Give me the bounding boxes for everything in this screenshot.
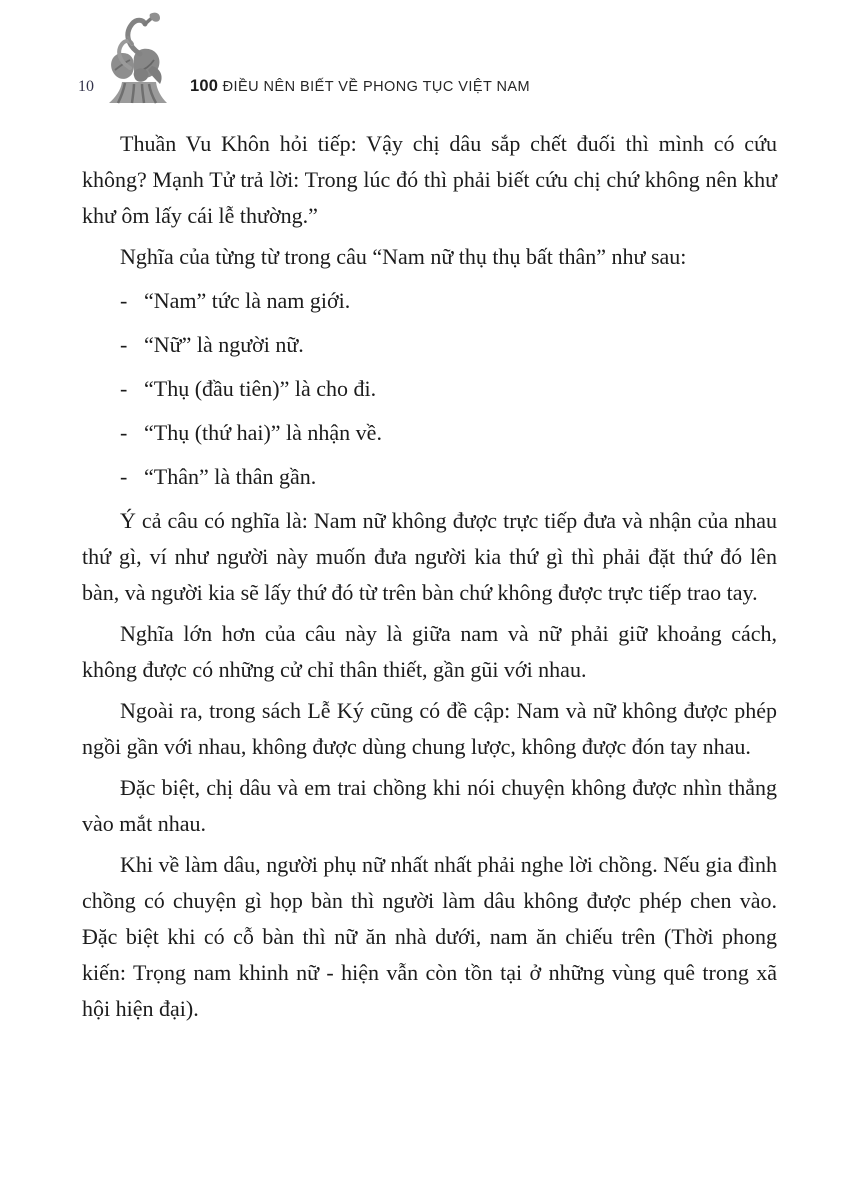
list-item-text: “Thân” là thân gần. xyxy=(144,464,317,489)
dash-marker: - xyxy=(120,420,128,445)
dash-marker: - xyxy=(120,464,128,489)
dash-marker: - xyxy=(120,332,128,357)
page-header xyxy=(0,0,857,110)
list-item xyxy=(82,327,777,363)
book-title-text: ĐIỀU NÊN BIẾT VỀ PHONG TỤC VIỆT NAM xyxy=(218,79,531,95)
book-title-number: 100 xyxy=(190,77,219,95)
dash-marker: - xyxy=(120,376,128,401)
paragraph: Thuần Vu Khôn hỏi tiếp: Vậy chị dâu sắp chết đuối thì mình có cứu không? Mạnh Tử trả lời: Trong lúc đó thì phải biết cứu chị chứ không nên khư khư ôm lấy cái lễ thường.” xyxy=(82,131,777,228)
paragraph: Nghĩa của từng từ trong câu “Nam nữ thụ thụ bất thân” như sau: xyxy=(120,244,687,269)
list-item-text: “Thụ (đầu tiên)” là cho đi. xyxy=(144,376,377,401)
paragraph: Khi về làm dâu, người phụ nữ nhất nhất phải nghe lời chồng. Nếu gia đình chồng có chuyện gì họp bàn thì người làm dâu không được phép chen vào. Đặc biệt khi có cỗ bàn thì nữ ăn nhà dưới, nam ăn chiếu trên (Thời phong kiến: Trọng nam khinh nữ - hiện vẫn còn tồn tại ở những vùng quê trong xã hội hiện đại). xyxy=(82,852,777,1021)
crane-statue-logo-icon xyxy=(98,10,178,106)
paragraph: Ý cả câu có nghĩa là: Nam nữ không được trực tiếp đưa và nhận của nhau thứ gì, ví như người này muốn đưa người kia thứ gì thì phải đặt thứ đó lên bàn, và người kia sẽ lấy thứ đó từ trên bàn chứ không được trực tiếp trao tay. xyxy=(82,508,777,605)
paragraph: Ngoài ra, trong sách Lễ Ký cũng có đề cập: Nam và nữ không được phép ngồi gần với nhau, không được dùng chung lược, không được đón tay nhau. xyxy=(82,698,777,759)
dash-marker: - xyxy=(120,288,128,313)
book-title xyxy=(190,77,530,96)
paragraph: Nghĩa lớn hơn của câu này là giữa nam và nữ phải giữ khoảng cách, không được có những cử chỉ thân thiết, gần gũi với nhau. xyxy=(82,621,777,682)
paragraph: Đặc biệt, chị dâu và em trai chồng khi nói chuyện không được nhìn thẳng vào mắt nhau. xyxy=(82,775,777,836)
page-number: 10 xyxy=(78,78,94,95)
list-item-text: “Thụ (thứ hai)” là nhận về. xyxy=(144,420,382,445)
list-item xyxy=(82,371,777,407)
list-item xyxy=(82,283,777,319)
list-item xyxy=(82,415,777,451)
list-item xyxy=(82,459,777,495)
list-item-text: “Nam” tức là nam giới. xyxy=(144,288,351,313)
page-body xyxy=(0,110,857,1027)
list-item-text: “Nữ” là người nữ. xyxy=(144,332,304,357)
